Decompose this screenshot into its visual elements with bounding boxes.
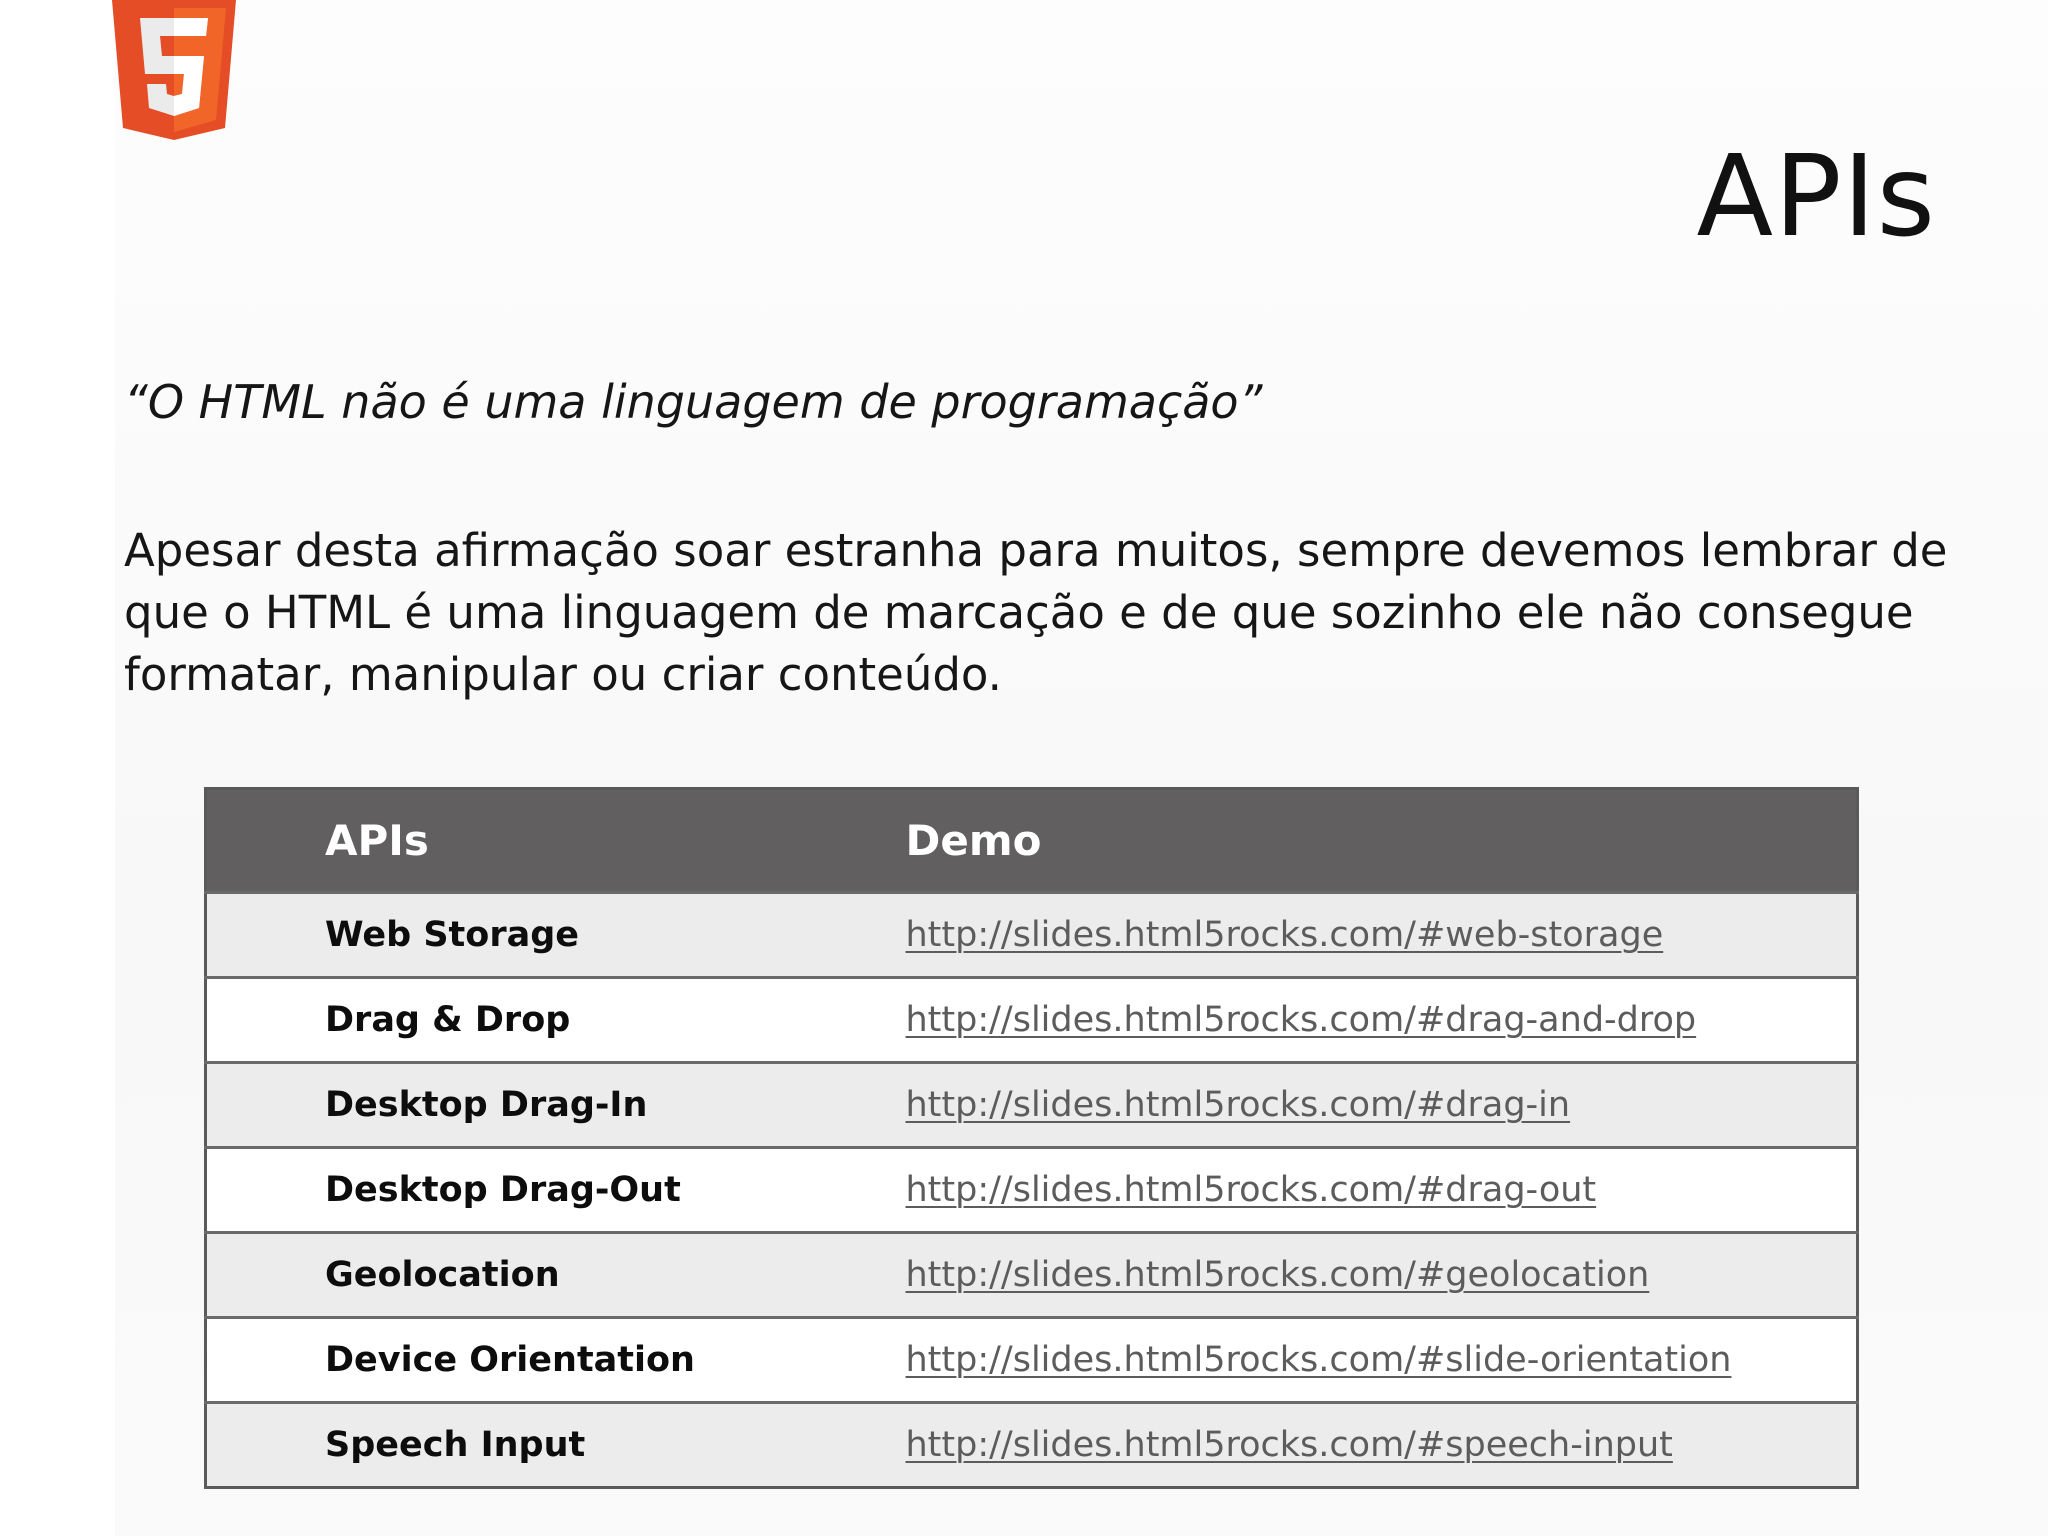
column-header-apis: APIs <box>206 789 906 893</box>
body-paragraph: Apesar desta afirmação soar estranha para muitos, sempre devemos lembrar de que o HTML é uma linguagem de marcação e de que sozinho ele não consegue formatar, manipular ou criar conteúdo. <box>124 524 1948 701</box>
demo-link[interactable]: http://slides.html5rocks.com/#geolocation <box>905 1255 1650 1295</box>
demo-link[interactable]: http://slides.html5rocks.com/#speech-input <box>905 1425 1673 1465</box>
demo-link[interactable]: http://slides.html5rocks.com/#drag-out <box>905 1170 1597 1210</box>
quote-text: “O HTML não é uma linguagem de programação” <box>124 375 1263 429</box>
table-row <box>206 1233 1858 1318</box>
demo-link[interactable]: http://slides.html5rocks.com/#slide-orientation <box>905 1340 1732 1380</box>
api-name: Web Storage <box>206 893 906 978</box>
api-name: Desktop Drag-Out <box>206 1148 906 1233</box>
demo-cell <box>906 893 1858 978</box>
demo-cell <box>906 978 1858 1063</box>
api-name: Geolocation <box>206 1233 906 1318</box>
html5-logo-icon <box>112 0 236 140</box>
api-name: Drag & Drop <box>206 978 906 1063</box>
demo-link[interactable]: http://slides.html5rocks.com/#drag-and-drop <box>905 1000 1697 1040</box>
demo-link[interactable]: http://slides.html5rocks.com/#web-storage <box>905 915 1664 955</box>
table-row <box>206 1063 1858 1148</box>
table-row <box>206 1318 1858 1403</box>
table-row <box>206 1148 1858 1233</box>
demo-cell <box>906 1063 1858 1148</box>
demo-cell <box>906 1403 1858 1488</box>
demo-cell <box>906 1148 1858 1233</box>
column-header-demo: Demo <box>906 789 1858 893</box>
demo-cell <box>906 1318 1858 1403</box>
api-name: Device Orientation <box>206 1318 906 1403</box>
table-row <box>206 978 1858 1063</box>
demo-cell <box>906 1233 1858 1318</box>
table-row <box>206 893 1858 978</box>
api-name: Speech Input <box>206 1403 906 1488</box>
api-table <box>204 787 1859 1489</box>
demo-link[interactable]: http://slides.html5rocks.com/#drag-in <box>905 1085 1571 1125</box>
table-header-row <box>206 789 1858 893</box>
api-name: Desktop Drag-In <box>206 1063 906 1148</box>
slide-title: APIs <box>1696 132 1936 262</box>
table-row <box>206 1403 1858 1488</box>
